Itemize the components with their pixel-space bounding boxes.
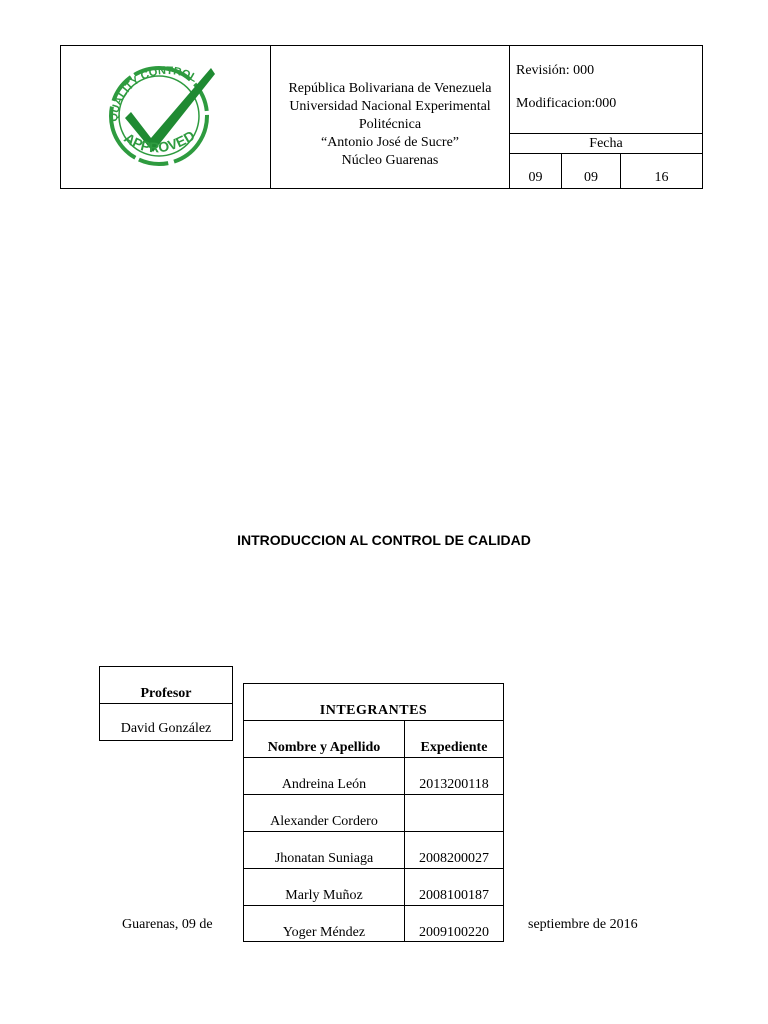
- member-name: Yoger Méndez: [244, 906, 405, 941]
- member-name: Alexander Cordero: [244, 795, 405, 831]
- document-title: INTRODUCCION AL CONTROL DE CALIDAD: [237, 532, 531, 548]
- professor-box: [99, 666, 233, 741]
- date-label: Fecha: [510, 133, 702, 154]
- institution-name: “Antonio José de Sucre”: [320, 134, 460, 150]
- members-table: [243, 683, 504, 942]
- table-row: [244, 832, 503, 869]
- footer-place-date-start: Guarenas, 09 de: [122, 917, 213, 932]
- document-header-table: [60, 45, 703, 189]
- member-expediente: 2008200027: [419, 851, 489, 866]
- member-expediente: 2009100220: [419, 925, 489, 940]
- logo-text-bottom: APPROVED: [121, 127, 198, 156]
- table-row: [244, 795, 503, 832]
- institution-polytechnic: Politécnica: [358, 116, 422, 132]
- date-year: 16: [654, 170, 669, 185]
- members-table-title: INTEGRANTES: [244, 684, 503, 721]
- member-expediente: [405, 795, 503, 831]
- date-day: 09: [510, 154, 562, 188]
- professor-name: David González: [120, 721, 212, 736]
- institution-country: República Bolivariana de Venezuela: [288, 80, 492, 96]
- logo-text-top: QUALITY CONTROL: [107, 64, 200, 123]
- table-row: [244, 869, 503, 906]
- logo-cell: [61, 46, 271, 188]
- member-name: Andreina León: [244, 758, 405, 794]
- table-row: [244, 758, 503, 795]
- member-name: Jhonatan Suniaga: [244, 832, 405, 868]
- modification-text: Modificacion:000: [516, 96, 617, 111]
- column-header-name: Nombre y Apellido: [244, 721, 405, 757]
- footer-place-date-end: septiembre de 2016: [528, 917, 638, 932]
- institution-cell: [271, 46, 510, 188]
- members-table-header-row: [244, 721, 503, 758]
- member-expediente: 2013200118: [419, 777, 489, 792]
- professor-label: Profesor: [100, 667, 232, 704]
- column-header-expediente: Expediente: [420, 740, 488, 755]
- document-meta-cell: [510, 46, 702, 188]
- member-expediente: 2008100187: [419, 888, 489, 903]
- date-month: 09: [562, 154, 621, 188]
- institution-campus: Núcleo Guarenas: [341, 152, 439, 168]
- member-name: Marly Muñoz: [244, 869, 405, 905]
- revision-text: Revisión: 000: [516, 63, 595, 78]
- institution-university: Universidad Nacional Experimental: [289, 98, 491, 114]
- table-row: [244, 906, 503, 941]
- quality-control-approved-logo: [103, 60, 229, 172]
